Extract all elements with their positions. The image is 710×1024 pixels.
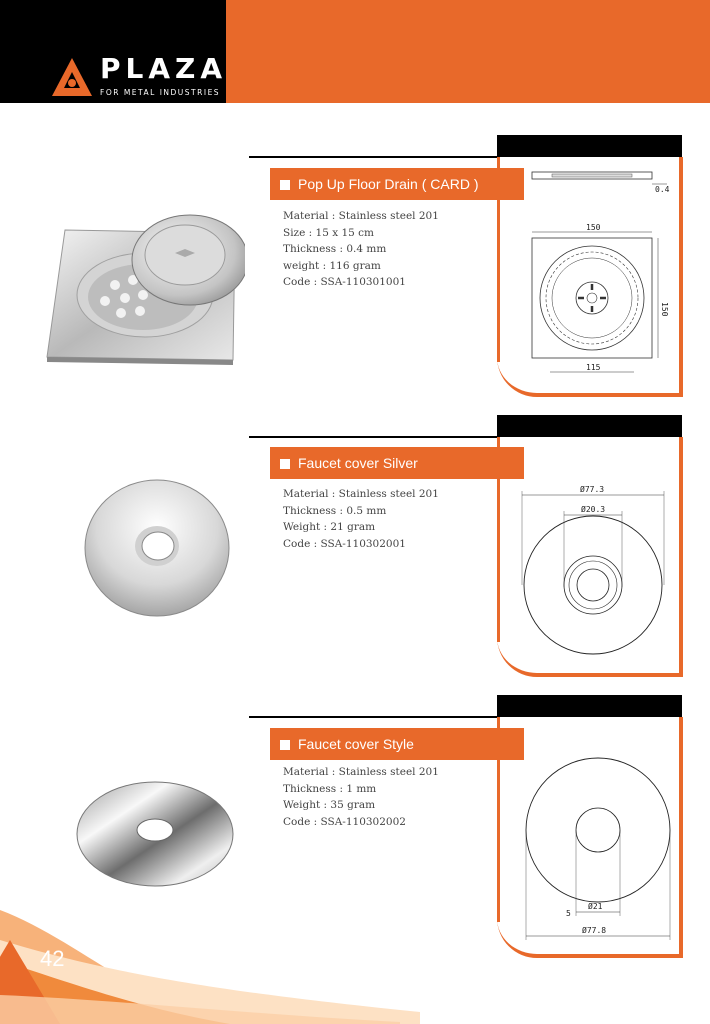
spec-line: Weight : 21 gram — [283, 521, 376, 533]
section-rule — [249, 436, 497, 438]
dim-side: 5 — [566, 909, 571, 918]
spec-line: Thickness : 0.4 mm — [283, 243, 387, 255]
brand-tagline: FOR METAL INDUSTRIES — [100, 88, 221, 97]
section-header-bar — [497, 695, 682, 717]
product-title: Pop Up Floor Drain ( CARD ) — [298, 176, 479, 192]
faucet-silver-technical-drawing — [502, 475, 678, 665]
product-title: Faucet cover Style — [298, 736, 414, 752]
dim-outer: Ø77.8 — [582, 926, 607, 935]
spec-line: Material : Stainless steel 201 — [283, 766, 439, 778]
product-specs — [283, 764, 439, 830]
floor-drain-technical-drawing — [502, 160, 678, 385]
product-title-bar — [270, 728, 524, 760]
floor-drain-product-image — [45, 205, 245, 375]
product-title-bar — [270, 168, 524, 200]
spec-line: Material : Stainless steel 201 — [283, 488, 439, 500]
dim-outer: Ø77.3 — [580, 485, 605, 494]
dim-width: 150 — [586, 223, 601, 232]
header-orange-panel — [226, 0, 710, 103]
spec-line: Weight : 35 gram — [283, 799, 376, 811]
faucet-style-technical-drawing — [502, 750, 678, 945]
section-rule — [249, 156, 497, 158]
dim-side: 0.4 — [655, 185, 670, 194]
bullet-square-icon — [280, 459, 290, 469]
spec-line: Code : SSA-110302001 — [283, 537, 406, 550]
section-header-bar — [497, 135, 682, 157]
page-number: 42 — [40, 946, 65, 971]
spec-line: Code : SSA-110301001 — [283, 276, 406, 288]
plaza-logo-icon — [50, 56, 94, 100]
spec-line: Thickness : 0.5 mm — [283, 504, 387, 517]
bullet-square-icon — [280, 180, 290, 190]
spec-line: Thickness : 1 mm — [283, 782, 377, 795]
product-title-bar — [270, 447, 524, 479]
section-rule — [249, 716, 497, 718]
faucet-cover-silver-image — [82, 478, 232, 620]
brand-logo — [50, 52, 230, 102]
section-header-bar — [497, 415, 682, 437]
product-title: Faucet cover Silver — [298, 455, 418, 471]
product-specs — [283, 486, 439, 552]
dim-inner: Ø20.3 — [581, 505, 606, 514]
bullet-square-icon — [280, 740, 290, 750]
faucet-cover-style-image — [75, 778, 235, 893]
dim-inner: 115 — [586, 363, 601, 372]
spec-line: weight : 116 gram — [283, 259, 381, 272]
product-specs — [283, 208, 439, 291]
spec-line: Size : 15 x 15 cm — [283, 226, 375, 239]
brand-name: PLAZA — [100, 52, 228, 85]
dim-height: 150 — [660, 302, 669, 317]
spec-line: Code : SSA-110302002 — [283, 815, 406, 828]
spec-line: Material : Stainless steel 201 — [283, 210, 439, 222]
dim-inner: Ø21 — [588, 902, 603, 911]
